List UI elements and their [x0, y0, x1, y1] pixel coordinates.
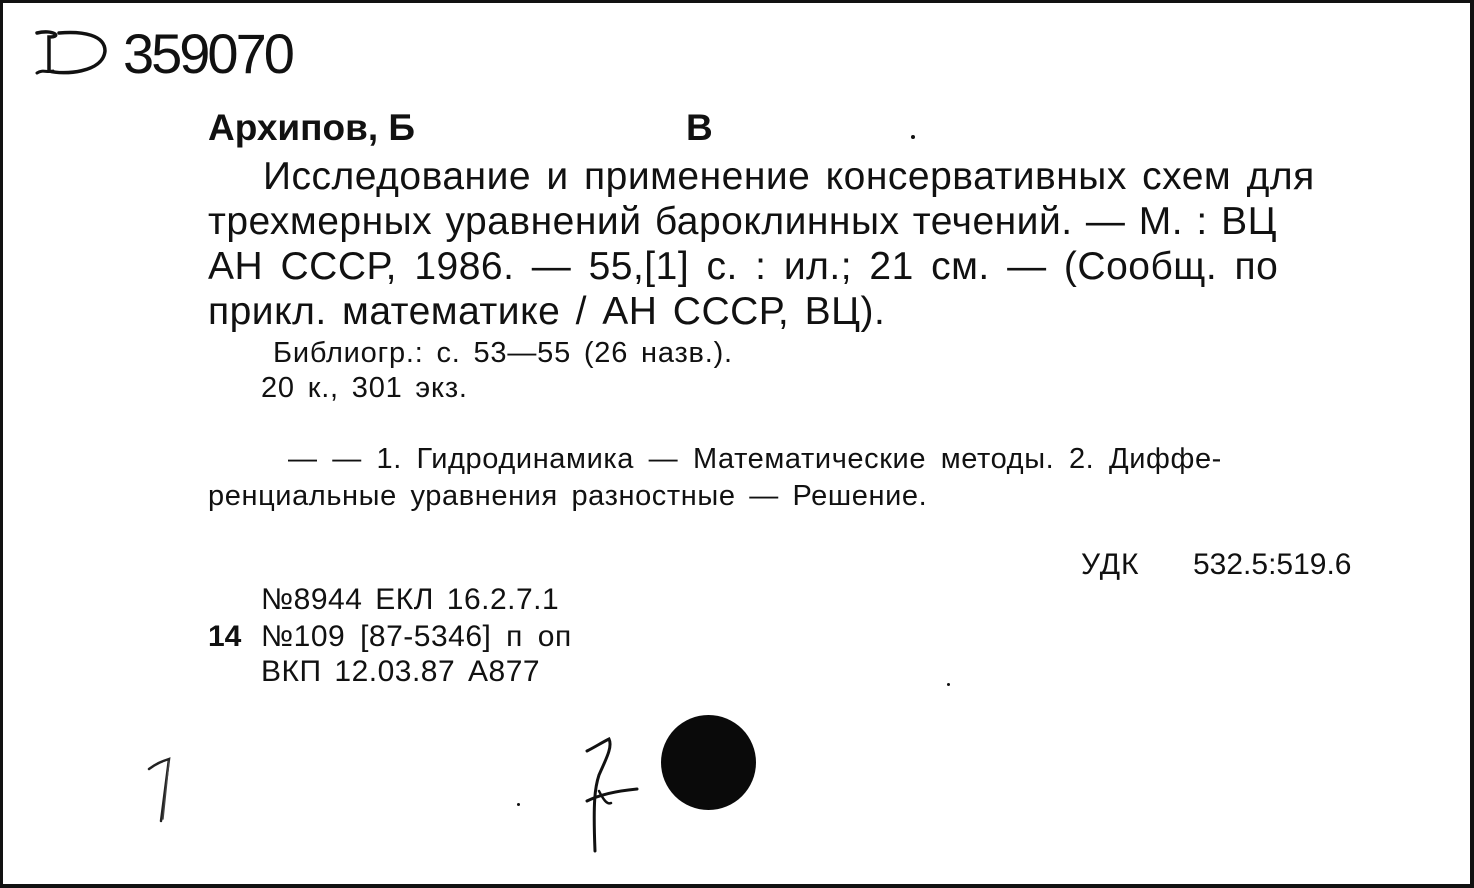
accession-line-1: №8944 ЕКЛ 16.2.7.1 — [261, 583, 560, 616]
bibliography-note: Библиогр.: с. 53—55 (26 назв.). — [273, 337, 733, 369]
punch-hole — [661, 715, 756, 810]
author-second-initial: В — [686, 107, 713, 148]
price-copies-note: 20 к., 301 экз. — [261, 372, 468, 404]
description-line-1: Исследование и применение консервативных схем для — [263, 155, 1315, 198]
udk-number: 532.5:519.6 — [1193, 548, 1352, 581]
accession-line-2: №109 [87-5346] п оп — [261, 620, 572, 653]
shelfmark-letter-d — [33, 27, 113, 79]
udk-label: УДК — [1081, 548, 1140, 581]
speck — [517, 803, 520, 806]
shelfmark-number: 359070 — [123, 22, 292, 85]
accession-line-2-prefix: 14 — [208, 620, 242, 653]
description-line-3: АН СССР, 1986. — 55,[1] с. : ил.; 21 см. — (Сообщ. по — [208, 245, 1279, 288]
accession-line-3: ВКП 12.03.87 А877 — [261, 655, 541, 688]
speck — [911, 135, 915, 139]
subject-line-2: ренциальные уравнения разностные — Решение. — [208, 480, 928, 512]
handwritten-mark-1 — [143, 755, 183, 825]
handwritten-mark-7 — [581, 731, 641, 857]
subject-line-1: — — 1. Гидродинамика — Математические методы. 2. Диффе- — [288, 443, 1222, 475]
speck — [947, 683, 950, 686]
description-line-2: трехмерных уравнений бароклинных течений. — М. : ВЦ — [208, 200, 1277, 243]
description-line-4: прикл. математике / АН СССР, ВЦ). — [208, 290, 886, 333]
author-surname-initial: Архипов, Б — [208, 107, 416, 148]
